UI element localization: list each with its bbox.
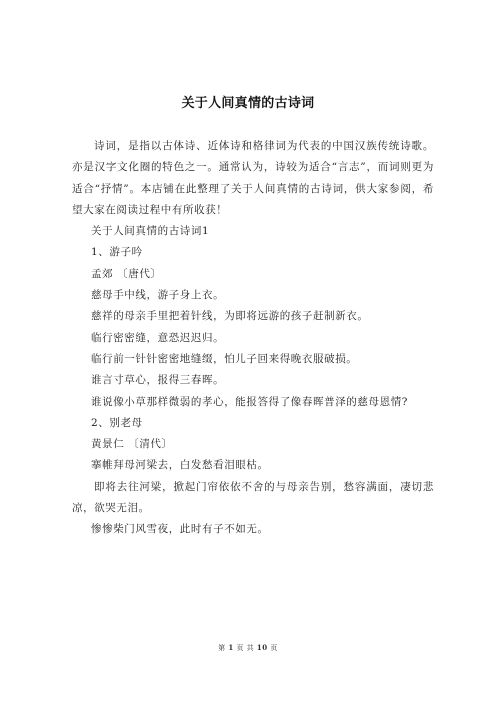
poem-line: 谁言寸草心，报得三春晖。 [91, 374, 225, 387]
poem-line: 谁说像小草那样微弱的孝心，能报答得了像春晖普泽的慈母恩情? [91, 395, 409, 408]
section-heading: 关于人间真情的古诗词1 [91, 225, 210, 238]
footer-middle: 页 共 [236, 644, 255, 652]
poem-title: 1、游子吟 [91, 246, 143, 259]
document-body [72, 136, 434, 541]
footer-suffix: 页 [270, 644, 278, 652]
poem-line: 临行密密缝，意恐迟迟归。 [91, 331, 225, 344]
poem-line: 临行前一针针密密地缝缀，怕儿子回来得晚衣服破损。 [91, 352, 358, 365]
total-pages-number: 10 [256, 643, 268, 652]
poem-line: 慈祥的母亲手里把着针线，为即将远游的孩子赶制新衣。 [91, 310, 369, 323]
current-page-number: 1 [228, 643, 234, 652]
poem-line: 即将去往河梁，掀起门帘依依不舍的与母亲告别，愁容满面，凄切悲凉，欲哭无泪。 [72, 480, 434, 515]
poem-title: 2、别老母 [91, 416, 143, 429]
poem-line: 搴帷拜母河梁去，白发愁看泪眼枯。 [91, 459, 269, 472]
poem-author: 孟郊 〔唐代〕 [91, 267, 162, 280]
poem-line: 惨惨柴门风雪夜，此时有子不如无。 [91, 523, 269, 536]
poem-author: 黄景仁 〔清代〕 [91, 438, 173, 451]
intro-paragraph: 诗词，是指以古体诗、近体诗和格律词为代表的中国汉族传统诗歌。亦是汉字文化圈的特色之一。通常认为，诗较为适合“言志”，而词则更为适合“抒情”。本店铺在此整理了关于人间真情的古诗词，供大家参阅，希望大家在阅读过程中有所收获！ [72, 140, 434, 216]
document-title: 关于人间真情的古诗词 [181, 96, 315, 111]
poem-line: 慈母手中线，游子身上衣。 [91, 289, 225, 302]
page-footer [0, 643, 496, 653]
footer-prefix: 第 [218, 644, 226, 652]
